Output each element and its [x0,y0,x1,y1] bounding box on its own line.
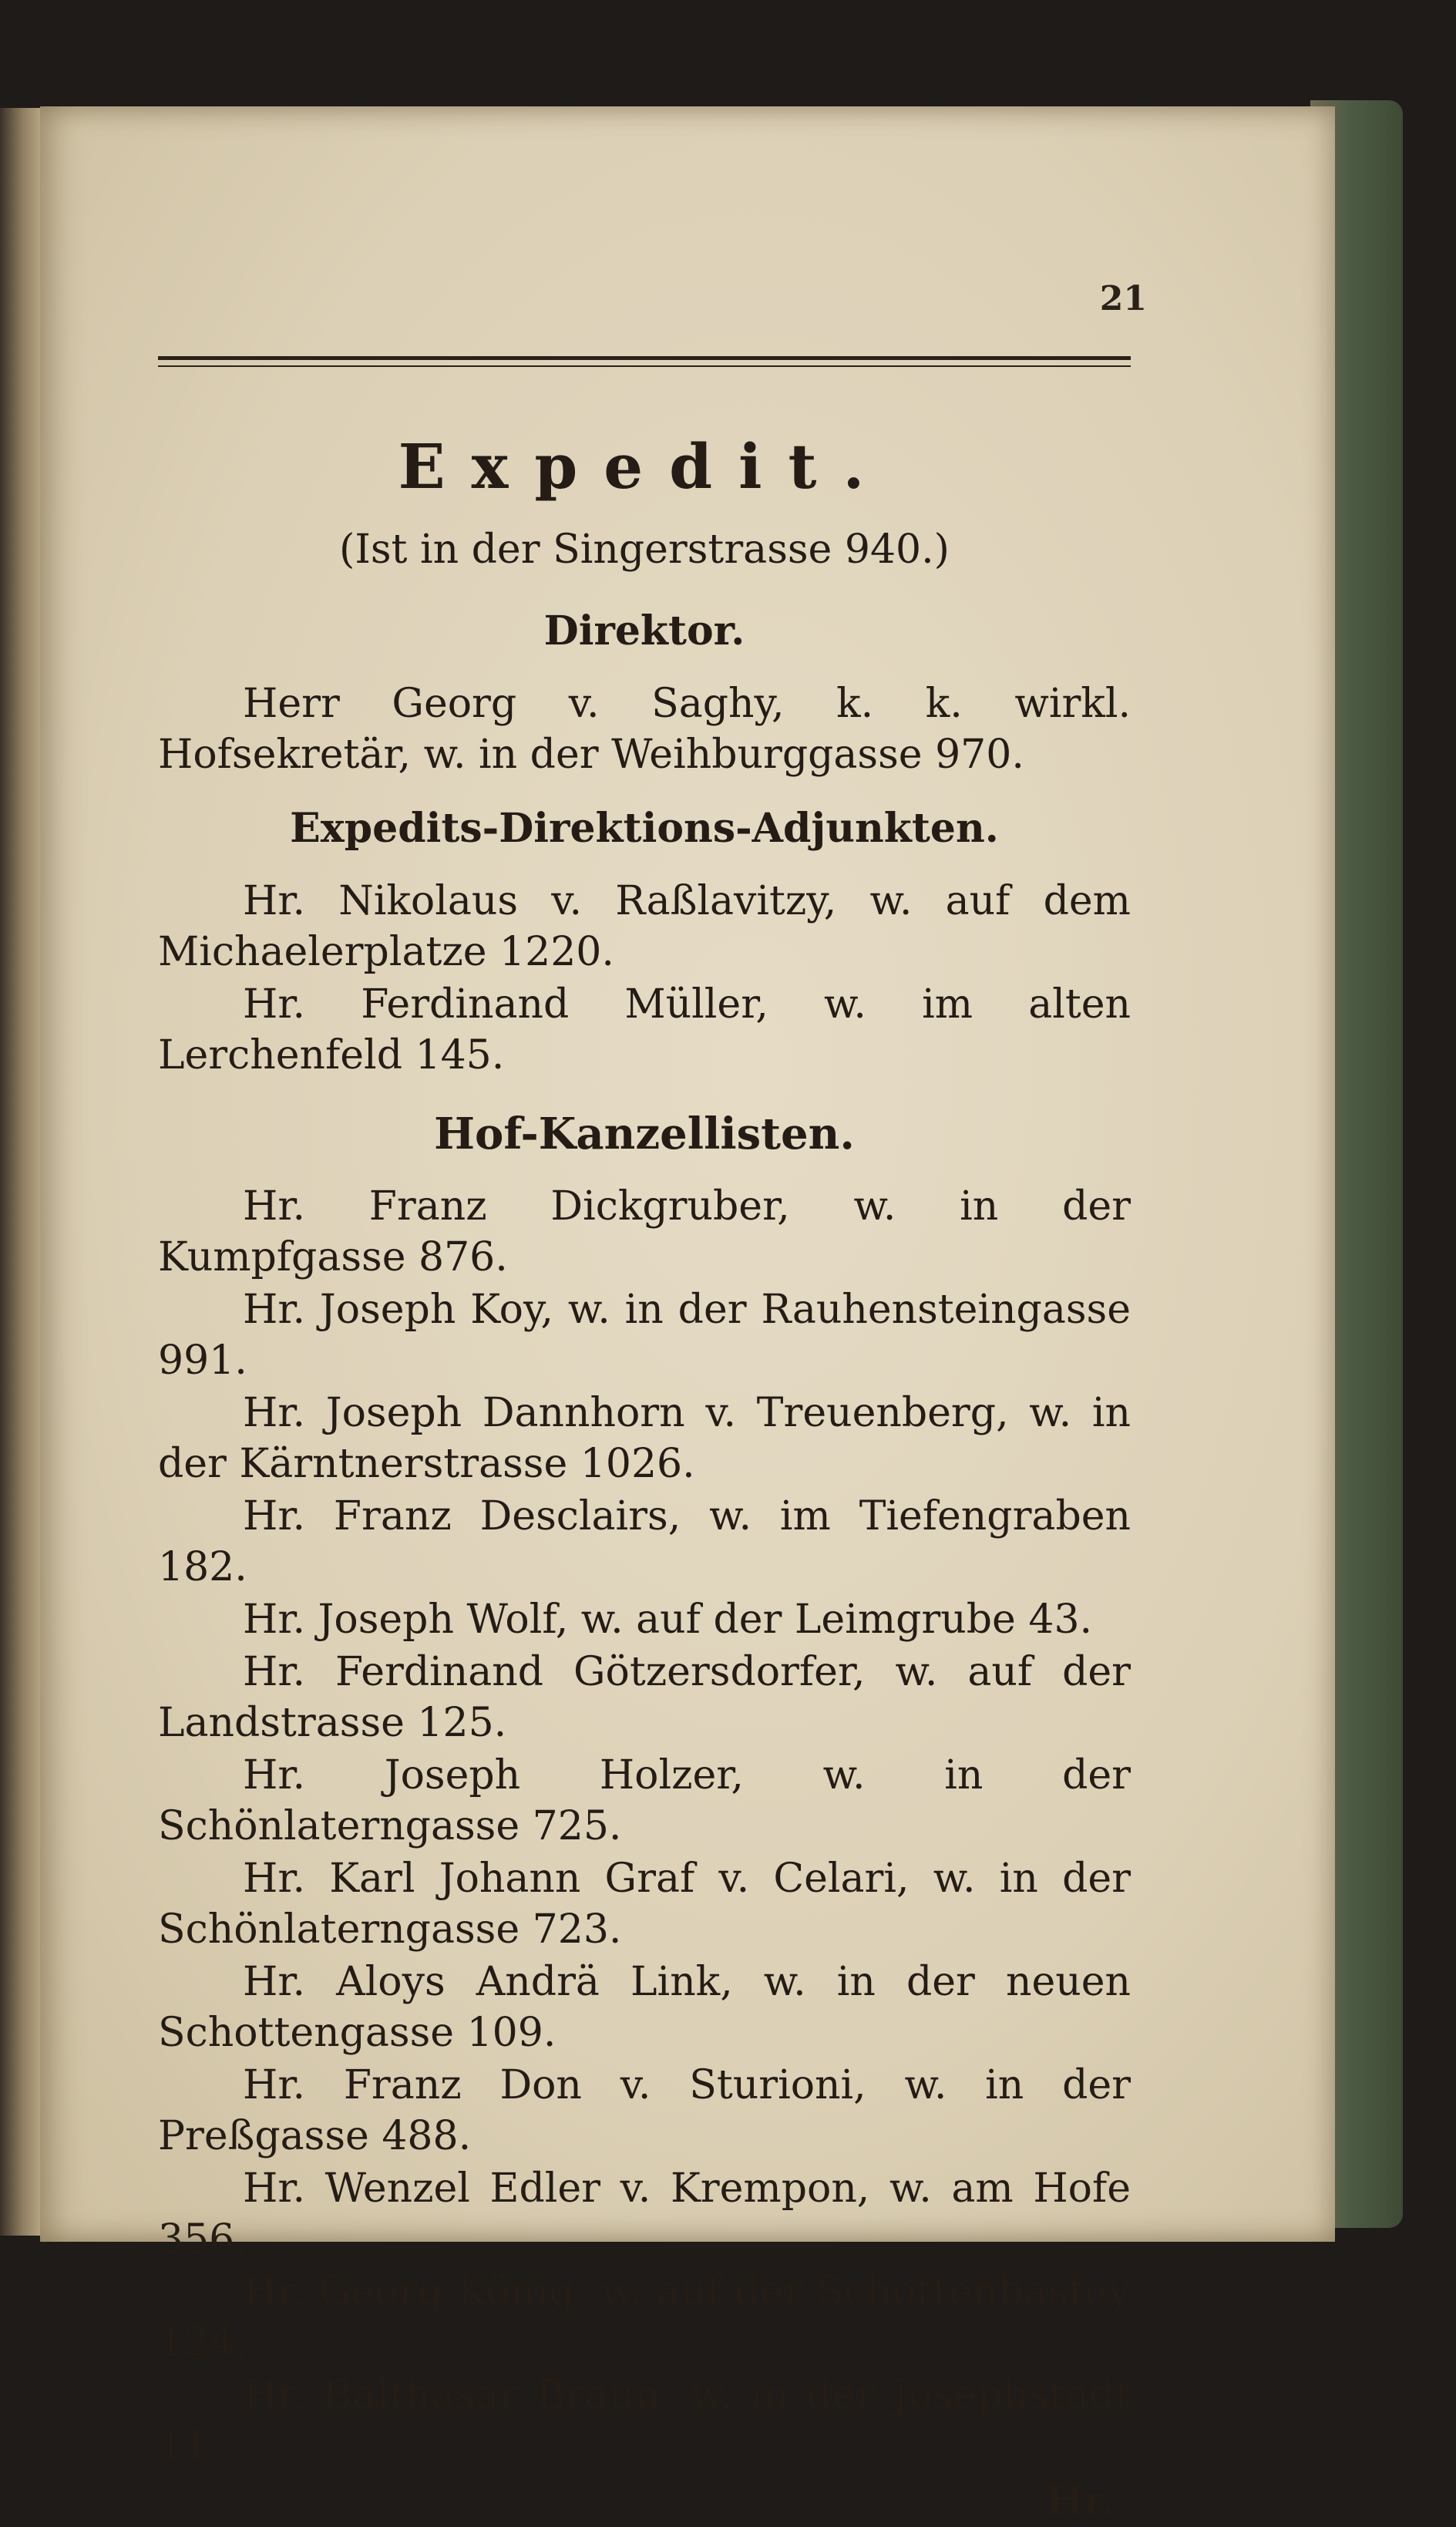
section-heading: Hof-Kanzellisten. [434,1109,855,1159]
section-kanzellisten [158,1109,1131,2471]
list-item: Hr. Ferdinand Götzersdorfer, w. auf der Landstrasse 125. [158,1649,1131,1746]
page-title: Expedit. [398,430,891,503]
list-item: Hr. Nikolaus v. Raßlavitzy, w. auf dem Michaelerplatze 1220. [158,878,1131,975]
list-item: Hr. Georg König, w. auf der Schottenbastey 124. [158,2269,1131,2366]
list-item: Hr. Karl Johann Graf v. Celari, w. in der Schönlaterngasse 723. [158,1856,1131,1953]
section-adjunkten [158,803,1131,1081]
list-item: Hr. Franz Dickgruber, w. in der Kumpfgasse 876. [158,1183,1131,1280]
list-item: Hr. Franz Desclairs, w. im Tiefengraben 182. [158,1493,1131,1590]
list-item: Hr. Aloys Andrä Link, w. in der neuen Schottengasse 109. [158,1959,1131,2056]
catchword: Hr. [1046,2478,1115,2525]
list-item: Hr. Franz Don v. Sturioni, w. in der Preßgasse 488. [158,2062,1131,2159]
section-direktor [158,606,1131,780]
list-item: Hr. Joseph Holzer, w. in der Schönlaterngasse 725. [158,1752,1131,1849]
page-text [158,432,1131,2527]
previous-page-edge [0,108,40,2236]
page-number: 21 [1099,279,1147,318]
list-item: Hr. Joseph Wolf, w. auf der Leimgrube 43. [243,1597,1093,1643]
section-heading: Expedits-Direktions-Adjunkten. [290,805,999,852]
list-item: Hr. Joseph Dannhorn v. Treuenberg, w. in der Kärntnerstrasse 1026. [158,1390,1131,1487]
header-rule [158,356,1131,367]
list-item: Hr. Wenzel Edler v. Krempon, w. am Hofe 356. [158,2165,1131,2263]
list-item: Hr. Joseph Koy, w. in der Rauhensteingasse 991. [158,1287,1131,1384]
page-subtitle: (Ist in der Singerstrasse 940.) [339,527,950,573]
list-item: Herr Georg v. Saghy, k. k. wirkl. Hofsekretär, w. in der Weihburggasse 970. [158,681,1131,778]
list-item: Hr. Balthasar Braun, w. in der Josephstadt 11. [158,2372,1131,2469]
list-item: Hr. Ferdinand Müller, w. im alten Lerchenfeld 145. [158,981,1131,1078]
section-heading: Direktor. [543,607,745,654]
